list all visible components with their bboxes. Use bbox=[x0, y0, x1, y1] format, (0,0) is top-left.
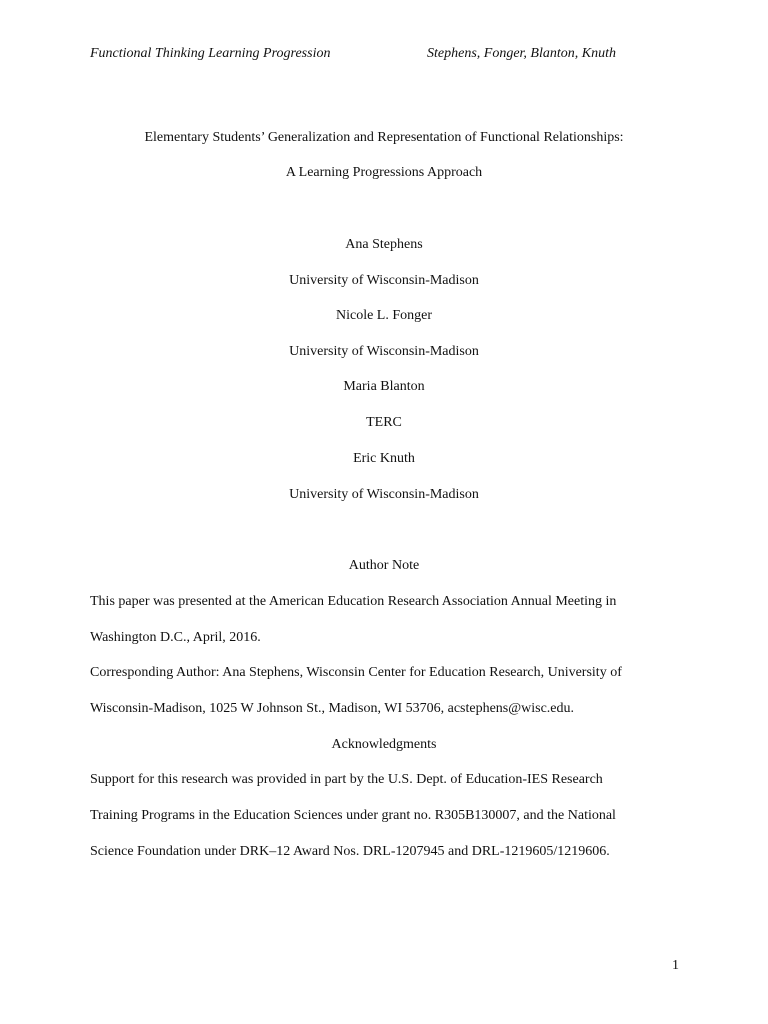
acknowledgments-line: Support for this research was provided in part by the U.S. Dept. of Education-IES Research bbox=[90, 772, 603, 787]
author-name: Ana Stephens bbox=[345, 237, 423, 252]
author-note-line: Corresponding Author: Ana Stephens, Wisconsin Center for Education Research, University of bbox=[90, 665, 622, 680]
author-note-line: Wisconsin-Madison, 1025 W Johnson St., Madison, WI 53706, acstephens@wisc.edu. bbox=[90, 701, 575, 716]
acknowledgments-line: Training Programs in the Education Sciences under grant no. R305B130007, and the National bbox=[90, 808, 616, 823]
author-affiliation: TERC bbox=[366, 415, 402, 430]
author-name: Maria Blanton bbox=[343, 379, 425, 394]
author-name: Eric Knuth bbox=[353, 451, 415, 466]
author-note-heading: Author Note bbox=[348, 558, 420, 573]
author-note-line: This paper was presented at the American Education Research Association Annual Meeting in bbox=[90, 594, 617, 609]
author-name: Nicole L. Fonger bbox=[335, 308, 433, 323]
paper-title-line-1: Elementary Students’ Generalization and Representation of Functional Relationships: bbox=[144, 130, 624, 145]
page-number: 1 bbox=[672, 958, 679, 973]
author-affiliation: University of Wisconsin-Madison bbox=[289, 344, 479, 359]
author-affiliation: University of Wisconsin-Madison bbox=[289, 273, 479, 288]
acknowledgments-line: Science Foundation under DRK–12 Award Nos. DRL-1207945 and DRL-1219605/1219606. bbox=[90, 844, 610, 859]
author-affiliation: University of Wisconsin-Madison bbox=[289, 487, 479, 502]
acknowledgments-heading: Acknowledgments bbox=[331, 737, 437, 752]
paper-title-line-2: A Learning Progressions Approach bbox=[285, 165, 483, 180]
running-head-title: Functional Thinking Learning Progression bbox=[90, 46, 331, 61]
running-head-authors: Stephens, Fonger, Blanton, Knuth bbox=[427, 46, 616, 61]
author-note-line: Washington D.C., April, 2016. bbox=[90, 630, 261, 645]
